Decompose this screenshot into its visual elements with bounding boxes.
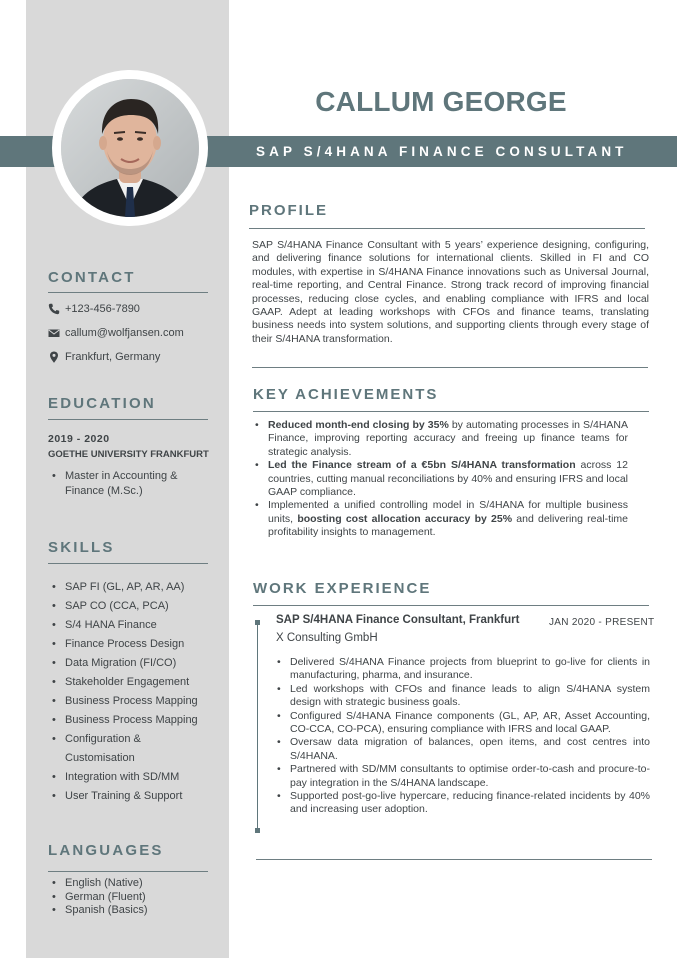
languages-list <box>52 877 222 918</box>
experience-heading: WORK EXPERIENCE <box>253 580 432 597</box>
profile-photo <box>61 79 199 217</box>
candidate-name: CALLUM GEORGE <box>315 86 567 117</box>
location-text: Frankfurt, Germany <box>65 351 161 363</box>
job-title-banner: SAP S/4HANA FINANCE CONSULTANT <box>256 144 628 159</box>
contact-location <box>48 349 160 365</box>
skill-item: • Stakeholder Engagement <box>52 673 212 692</box>
achievements-heading: KEY ACHIEVEMENTS <box>253 386 439 403</box>
experience-item: • Led workshops with CFOs and finance leads to align S/4HANA system design with strategic business goals. <box>276 683 650 710</box>
timeline-end-marker <box>255 828 260 833</box>
education-degree-list <box>52 469 222 499</box>
experience-bottom-divider <box>256 859 652 860</box>
experience-item: • Partnered with SD/MM consultants to optimise order-to-cash and procure-to-pay integration in the S/4HANA landscape. <box>276 763 650 790</box>
timeline-line <box>257 623 258 831</box>
experience-divider <box>253 605 649 606</box>
contact-email <box>48 325 184 341</box>
education-heading: EDUCATION <box>48 395 156 412</box>
experience-item: • Oversaw data migration of balances, open items, and cost centres into S/4HANA. <box>276 736 650 763</box>
skill-item: • Configuration & Customisation <box>52 730 165 768</box>
experience-item: • Delivered S/4HANA Finance projects from blueprint to go-live for clients in manufacturing, pharma, and insurance. <box>276 656 650 683</box>
phone-icon <box>48 303 60 315</box>
skills-heading: SKILLS <box>48 539 115 556</box>
achievement-highlight: Reduced month-end closing by 35% <box>268 419 449 431</box>
contact-heading: CONTACT <box>48 269 136 286</box>
language-item: • English (Native) <box>52 877 222 891</box>
location-pin-icon <box>48 351 60 363</box>
achievement-item <box>254 419 628 459</box>
education-divider <box>48 419 208 420</box>
languages-divider <box>48 871 208 872</box>
job-date: JAN 2020 - PRESENT <box>549 617 655 628</box>
skills-list <box>52 578 212 806</box>
language-item: • German (Fluent) <box>52 891 222 905</box>
achievement-text: across 12 countries, cutting manual reconciliations by 40% and ensuring IFRS and local GAAP compliance. <box>268 459 628 499</box>
skill-item: • Finance Process Design <box>52 635 212 654</box>
skill-item: • Data Migration (FI/CO) <box>52 654 212 673</box>
achievement-highlight: boosting cost allocation accuracy by 25% <box>297 512 513 525</box>
email-address[interactable]: callum@wolfjansen.com <box>65 327 184 339</box>
achievements-divider <box>253 411 649 412</box>
experience-item: • Configured S/4HANA Finance components (GL, AP, AR, Asset Accounting, CO-CCA, CO-PCA), ensuring compliance with IFRS and local GAAP. <box>276 710 650 737</box>
experience-item: • Supported post-go-live hypercare, reducing finance-related incidents by 40% and increasing user adoption. <box>276 790 650 817</box>
achievement-text: and delivering real-time profitability insights to management. <box>268 512 628 539</box>
education-years: 2019 - 2020 <box>48 433 110 445</box>
achievements-list <box>254 419 628 540</box>
education-degree: • Master in Accounting & Finance (M.Sc.) <box>52 469 197 499</box>
contact-phone <box>48 301 140 317</box>
skill-item: • Business Process Mapping <box>52 711 212 730</box>
achievement-highlight: Led the Finance stream of a €5bn S/4HANA transformation <box>268 459 576 472</box>
skill-item: • SAP CO (CCA, PCA) <box>52 597 212 616</box>
skill-item: • Integration with SD/MM <box>52 768 212 787</box>
phone-number[interactable]: +123-456-7890 <box>65 303 140 315</box>
languages-heading: LANGUAGES <box>48 842 164 859</box>
contact-divider <box>48 292 208 293</box>
experience-list <box>276 656 650 817</box>
achievement-item <box>254 499 628 539</box>
skill-item: • Business Process Mapping <box>52 692 212 711</box>
achievement-item <box>254 459 628 499</box>
job-title: SAP S/4HANA Finance Consultant, Frankfurt <box>276 614 520 626</box>
envelope-icon <box>48 327 60 339</box>
language-item: • Spanish (Basics) <box>52 904 222 918</box>
profile-text: SAP S/4HANA Finance Consultant with 5 years’ experience designing, configuring, and delivering finance solutions for international clients. Skilled in FI and CO modules, with expertise in S/4HANA Finance innovations such as Universal Journal, real-time reporting, and Central Finance. Strong track record of improving financial processes, reducing close cycles, and enabling compliance with IFRS and local GAAP. Adept at leading workshops with CFOs and finance teams, translating business needs into system solutions, and supporting clients through every stage of their S/4HANA transformation. <box>252 239 649 345</box>
skill-item: • SAP FI (GL, AP, AR, AA) <box>52 578 212 597</box>
profile-heading: PROFILE <box>249 202 329 219</box>
skills-divider <box>48 563 208 564</box>
achievement-text: Implemented a unified controlling model in S/4HANA for multiple business units, <box>268 499 628 525</box>
achievement-text: by automating processes in S/4HANA Finance, improving reporting accuracy and freeing up finance teams for strategic analysis. <box>268 419 628 458</box>
profile-bottom-divider <box>252 367 648 368</box>
profile-divider <box>249 228 645 229</box>
education-school: GOETHE UNIVERSITY FRANKFURT <box>48 449 209 460</box>
skill-item: • User Training & Support <box>52 787 212 806</box>
skill-item: • S/4 HANA Finance <box>52 616 212 635</box>
timeline-start-marker <box>255 620 260 625</box>
job-company: X Consulting GmbH <box>276 632 378 644</box>
